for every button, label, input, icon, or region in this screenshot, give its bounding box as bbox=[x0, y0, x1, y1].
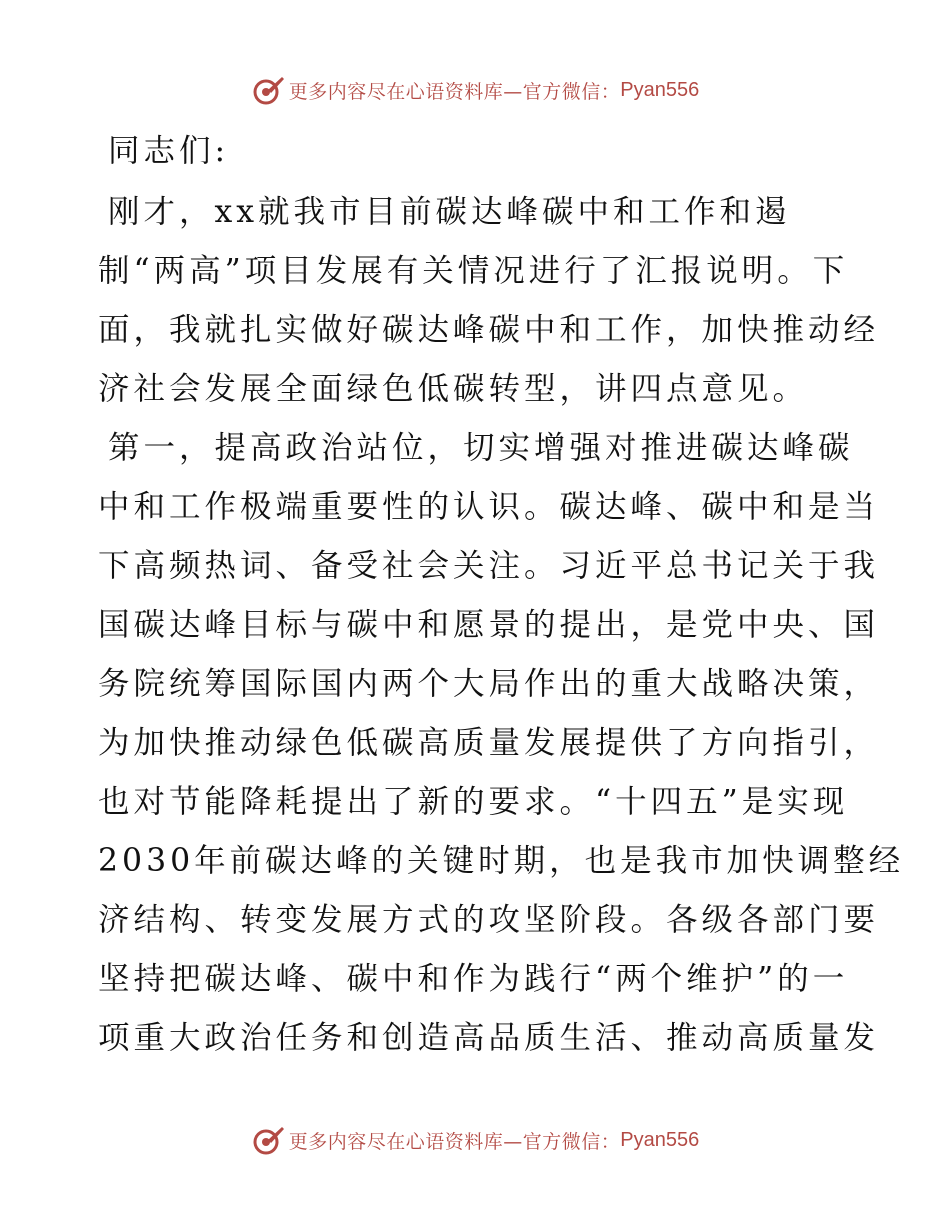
paragraph-line: 也对节能降耗提出了新的要求。“十四五”是实现 bbox=[98, 784, 849, 820]
paragraph-line: 项重大政治任务和创造高品质生活、推动高质量发 bbox=[98, 1020, 880, 1056]
paragraph-line: 济结构、转变发展方式的攻坚阶段。各级各部门要 bbox=[98, 902, 880, 938]
header-banner bbox=[0, 70, 950, 110]
footer-wechat-id: Pyan556 bbox=[620, 1128, 700, 1151]
footer-banner bbox=[0, 1120, 950, 1160]
footer-text: 更多内容尽在心语资料库—官方微信： bbox=[288, 1130, 621, 1153]
paragraph-line: 为加快推动绿色低碳高质量发展提供了方向指引， bbox=[98, 725, 880, 761]
paragraph-line: 面，我就扎实做好碳达峰碳中和工作，加快推动经 bbox=[98, 312, 880, 348]
document-body bbox=[98, 122, 905, 1068]
header-text: 更多内容尽在心语资料库—官方微信： bbox=[288, 80, 621, 103]
paragraph-line: 中和工作极端重要性的认识。碳达峰、碳中和是当 bbox=[98, 489, 880, 525]
paragraph-line: 下高频热词、备受社会关注。习近平总书记关于我 bbox=[98, 548, 880, 584]
paragraph-line: 务院统筹国际国内两个大局作出的重大战略决策， bbox=[98, 666, 880, 702]
logo-icon bbox=[251, 73, 285, 107]
paragraph-line: 坚持把碳达峰、碳中和作为践行“两个维护”的一 bbox=[98, 961, 849, 997]
paragraph-line: 2030年前碳达峰的关键时期，也是我市加快调整经 bbox=[98, 843, 905, 879]
paragraph-line: 制“两高”项目发展有关情况进行了汇报说明。下 bbox=[98, 253, 849, 289]
paragraph-line: 刚才，xx就我市目前碳达峰碳中和工作和遏 bbox=[108, 194, 791, 230]
paragraph-1 bbox=[98, 183, 880, 419]
paragraph-2 bbox=[98, 419, 905, 1068]
header-wechat-id: Pyan556 bbox=[620, 78, 700, 101]
paragraph-line: 济社会发展全面绿色低碳转型，讲四点意见。 bbox=[98, 371, 809, 407]
paragraph-line: 第一，提高政治站位，切实增强对推进碳达峰碳 bbox=[108, 430, 854, 466]
paragraph-line: 国碳达峰目标与碳中和愿景的提出，是党中央、国 bbox=[98, 607, 880, 643]
logo-icon bbox=[251, 1123, 285, 1157]
salutation: 同志们: bbox=[108, 133, 230, 169]
